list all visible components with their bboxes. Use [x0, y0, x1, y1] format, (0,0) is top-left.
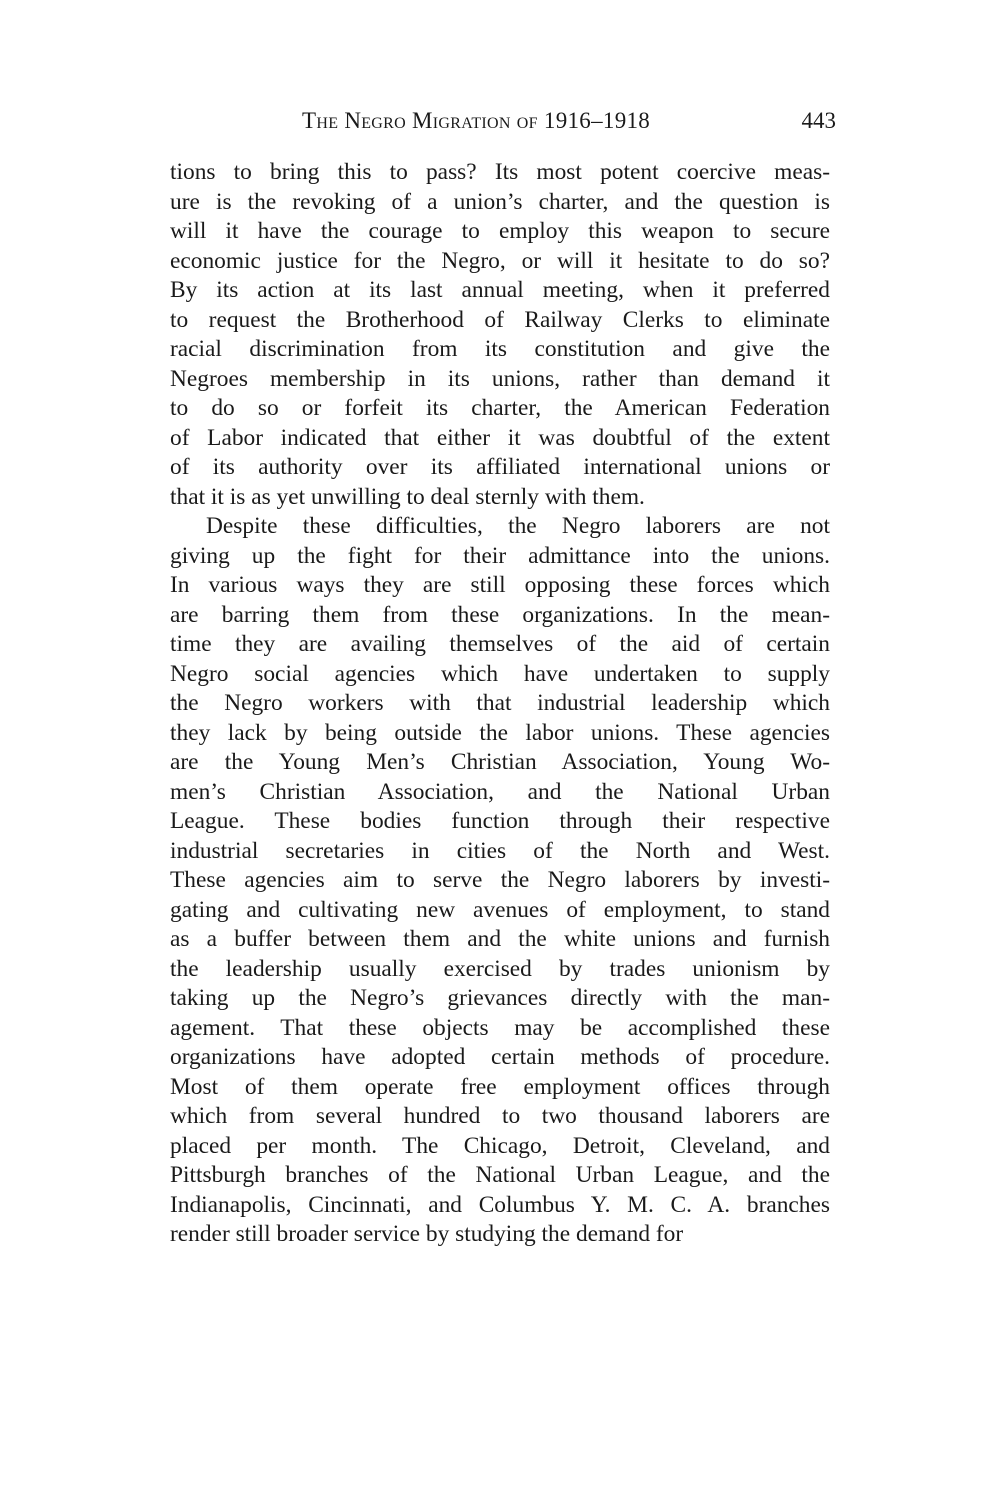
text-line: racial discrimination from its constitution and give the	[170, 336, 830, 362]
text-line: economic justice for the Negro, or will it hesitate to do so?	[170, 247, 830, 274]
running-head	[170, 100, 836, 148]
text-line: ure is the revoking of a union’s charter, and the question is	[170, 188, 830, 215]
text-line: the Negro workers with that industrial leadership which	[170, 690, 830, 716]
text-line: time they are availing themselves of the aid of certain	[170, 631, 830, 657]
text-line: to request the Brotherhood of Railway Clerks to eliminate	[170, 306, 830, 333]
text-line: Indianapolis, Cincinnati, and Columbus Y. M. C. A. branches	[170, 1191, 830, 1218]
text-line: organizations have adopted certain methods of procedure.	[170, 1044, 830, 1070]
text-line: men’s Christian Association, and the National Urban	[170, 778, 830, 805]
paragraph	[170, 158, 830, 512]
text-line: they lack by being outside the labor unions. These agencies	[170, 719, 830, 746]
text-line: gating and cultivating new avenues of employment, to stand	[170, 896, 830, 923]
paragraph	[170, 512, 830, 1250]
text-line: industrial secretaries in cities of the North and West.	[170, 837, 830, 864]
text-line: giving up the fight for their admittance into the unions.	[170, 542, 830, 569]
text-line: to do so or forfeit its charter, the American Federation	[170, 395, 830, 421]
text-line: tions to bring this to pass? Its most potent coercive meas-	[170, 159, 830, 185]
text-line: as a buffer between them and the white unions and furnish	[170, 926, 830, 952]
book-page	[170, 100, 836, 1250]
text-line: of its authority over its affiliated international unions or	[170, 454, 830, 480]
body-text	[170, 158, 830, 1250]
text-line: placed per month. The Chicago, Detroit, Cleveland, and	[170, 1132, 830, 1159]
text-line: These agencies aim to serve the Negro laborers by investi-	[170, 867, 830, 893]
text-line: In various ways they are still opposing these forces which	[170, 572, 830, 598]
page-number: 443	[801, 108, 836, 133]
text-line: that it is as yet unwilling to deal sternly with them.	[170, 483, 645, 510]
text-line: Most of them operate free employment offices through	[170, 1073, 830, 1100]
text-line: render still broader service by studying the demand for	[170, 1221, 684, 1247]
text-line: League. These bodies function through their respective	[170, 808, 830, 834]
text-line: By its action at its last annual meeting, when it preferred	[170, 277, 830, 303]
running-title: The Negro Migration of 1916–1918	[302, 108, 651, 133]
text-line: Negro social agencies which have undertaken to supply	[170, 660, 830, 687]
text-line: taking up the Negro’s grievances directly with the man-	[170, 985, 830, 1011]
text-line: Despite these difficulties, the Negro laborers are not	[206, 513, 830, 539]
text-line: Pittsburgh branches of the National Urban League, and the	[170, 1162, 830, 1188]
text-line: Negroes membership in its unions, rather than demand it	[170, 365, 830, 392]
text-line: the leadership usually exercised by trades unionism by	[170, 955, 830, 982]
text-line: of Labor indicated that either it was doubtful of the extent	[170, 424, 830, 451]
text-line: agement. That these objects may be accomplished these	[170, 1014, 830, 1041]
text-line: are the Young Men’s Christian Association, Young Wo-	[170, 749, 830, 775]
text-line: are barring them from these organizations. In the mean-	[170, 601, 830, 628]
text-line: will it have the courage to employ this weapon to secure	[170, 218, 830, 244]
text-line: which from several hundred to two thousand laborers are	[170, 1103, 830, 1129]
